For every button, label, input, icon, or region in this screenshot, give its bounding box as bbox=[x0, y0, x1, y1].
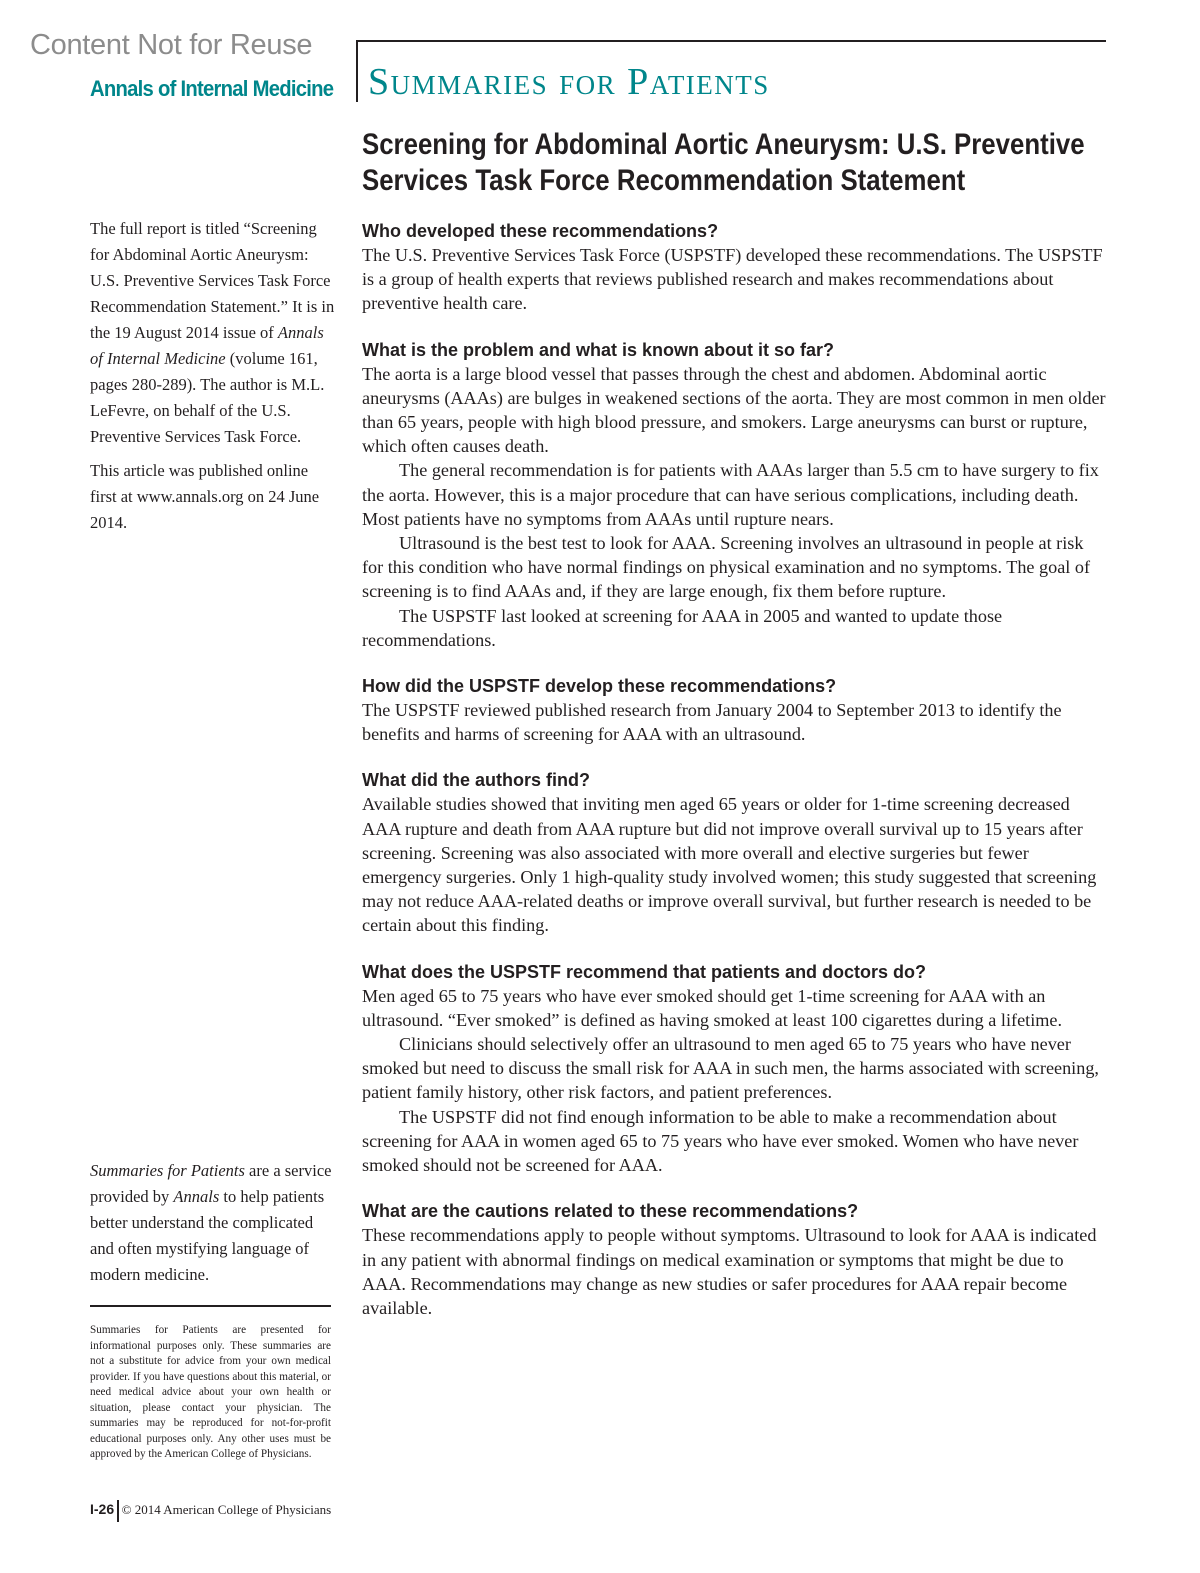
paragraph: Men aged 65 to 75 years who have ever smoked should get 1-time screening for AAA with an ultrasound. “Ever smoked” is defined as having smoked at least 100 cigarettes during a lifetime. bbox=[362, 985, 1063, 1030]
paragraph: The aorta is a large blood vessel that passes through the chest and abdomen. Abdominal aortic aneurysms (AAAs) are bulges in weakened sections of the aorta. They are most common in men older than 65 years, people with high blood pressure, and smokers. Large aneurysms can burst or rupture, which often causes death. bbox=[362, 363, 1106, 457]
section-recommendations bbox=[362, 960, 1107, 1178]
section-title: Summaries for Patients bbox=[368, 61, 770, 103]
publication-note: This article was published online first at www.annals.org on 24 June 2014. bbox=[90, 461, 320, 532]
disclaimer: Summaries for Patients are presented for informational purposes only. These summaries are not a substitute for advice from your own medical provider. If you have questions about this material, or need medical advice about your own health or situation, please contact your physician. The summaries may be reproduced for not-for-profit educational purposes only. Any other uses must be approved by the American College of Physicians. bbox=[90, 1324, 331, 1460]
paragraph: The USPSTF last looked at screening for AAA in 2005 and wanted to update those recommendations. bbox=[362, 605, 1003, 650]
article-body bbox=[362, 219, 1107, 1342]
page-footer bbox=[90, 1500, 331, 1522]
paragraph: The USPSTF did not find enough information to be able to make a recommendation about screening for AAA in women aged 65 to 75 years who have ever smoked. Women who have never smoked should not be screened for AAA. bbox=[362, 1106, 1079, 1176]
paragraph: The USPSTF reviewed published research from January 2004 to September 2013 to identify the benefits and harms of screening for AAA with an ultrasound. bbox=[362, 700, 1062, 745]
section-heading: What does the USPSTF recommend that patients and doctors do? bbox=[362, 961, 927, 982]
paragraph: The general recommendation is for patients with AAAs larger than 5.5 cm to have surgery to fix the aorta. However, this is a major procedure that can have serious complications, including death. Most patients have no symptoms from AAAs until rupture nears. bbox=[362, 460, 1099, 529]
section-cautions bbox=[362, 1199, 1107, 1320]
sidebar-rule bbox=[90, 1305, 331, 1307]
copyright: © 2014 American College of Physicians bbox=[121, 1502, 332, 1517]
paragraph: These recommendations apply to people without symptoms. Ultrasound to look for AAA is indicated in any patient with abnormal findings on medical examination or symptoms that might be due to AAA. Recommendations may change as new studies or safer procedures for AAA repair become available. bbox=[362, 1225, 1097, 1318]
section-heading: What did the authors find? bbox=[362, 770, 590, 791]
paragraph: Clinicians should selectively offer an ultrasound to men aged 65 to 75 years who have never smoked but need to discuss the small risk for AAA in such men, the harms associated with screening, patient family history, other risk factors, and patient preferences. bbox=[362, 1034, 1099, 1103]
journal-name: Annals of Internal Medicine bbox=[90, 76, 334, 101]
paragraph: Available studies showed that inviting men aged 65 years or older for 1-time screening decreased AAA rupture and death from AAA rupture but did not improve overall survival up to 15 years after screening. Screening was also associated with more overall and elective surgeries but fewer emergency surgeries. Only 1 high-quality study involved women; this study suggested that screening may not reduce AAA-related deaths or improve overall survival, but further research is needed to be certain about this finding. bbox=[362, 794, 1097, 936]
section-heading: What are the cautions related to these recommendations? bbox=[362, 1201, 859, 1222]
footer-divider bbox=[117, 1500, 119, 1522]
section-methods bbox=[362, 674, 1107, 746]
paragraph: Ultrasound is the best test to look for AAA. Screening involves an ultrasound in people at risk for this condition who have normal findings on physical examination and no symptoms. The goal of screening is to find AAAs and, if they are large enough, fix them before rupture. bbox=[362, 533, 1091, 602]
report-citation: The full report is titled “Screening for Abdominal Aortic Aneurysm: U.S. Preventive Services Task Force Recommendation Statement.” It is in the 19 August 2014 issue of Annals of Internal Medicine (volume 161, pages 280-289). The author is M.L. LeFevre, on behalf of the U.S. Preventive Services Task Force. bbox=[90, 219, 335, 446]
paragraph: The U.S. Preventive Services Task Force (USPSTF) developed these recommendations. The USPSTF is a group of health experts that reviews published research and makes recommendations about preventive health care. bbox=[362, 245, 1103, 314]
header-divider bbox=[356, 40, 358, 102]
section-findings bbox=[362, 768, 1107, 937]
watermark: Content Not for Reuse bbox=[30, 29, 313, 61]
sidebar-service-note: Summaries for Patients are a service provided by Annals to help patients better understand the complicated and often mystifying language of modern medicine. bbox=[90, 1161, 332, 1284]
journal-citation: Annals of Internal Medicine bbox=[90, 323, 324, 368]
section-problem bbox=[362, 338, 1107, 652]
article-title: Screening for Abdominal Aortic Aneurysm: U.S. Preventive Services Task Force Recommendation Statement bbox=[362, 128, 1085, 197]
section-who-developed bbox=[362, 219, 1107, 316]
section-heading: Who developed these recommendations? bbox=[362, 221, 719, 241]
sidebar-info bbox=[90, 216, 335, 536]
section-heading: What is the problem and what is known about it so far? bbox=[362, 339, 835, 360]
header-rule bbox=[358, 40, 1106, 42]
page-number: I-26 bbox=[90, 1501, 115, 1517]
section-heading: How did the USPSTF develop these recommendations? bbox=[362, 676, 837, 697]
